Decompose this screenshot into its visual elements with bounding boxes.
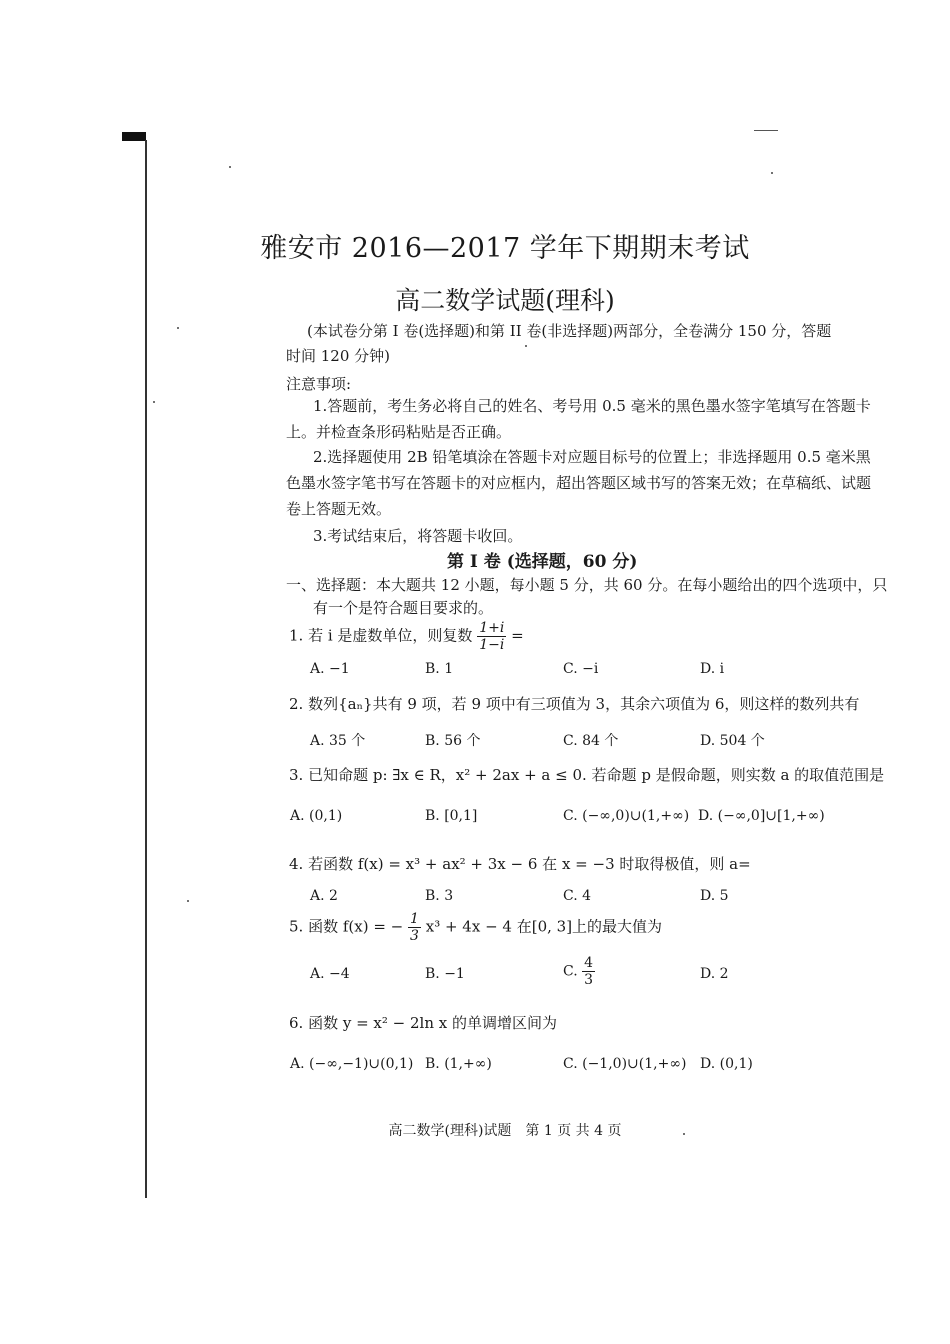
question-5-option-b: B. −1 bbox=[425, 966, 465, 982]
scan-speck bbox=[525, 345, 527, 347]
question-6-option-d: D. (0,1) bbox=[700, 1056, 753, 1072]
question-4-option-b: B. 3 bbox=[425, 888, 454, 904]
fraction-numerator: 4 bbox=[584, 955, 594, 971]
intro-line-2: 时间 120 分钟) bbox=[286, 347, 391, 365]
question-1-option-b: B. 1 bbox=[425, 661, 454, 677]
note-1-line-2: 上。并检查条形码粘贴是否正确。 bbox=[286, 423, 512, 441]
option-c-label: C. bbox=[563, 963, 578, 980]
fraction-denominator: 3 bbox=[584, 972, 594, 988]
question-3-option-b: B. [0,1] bbox=[425, 808, 478, 824]
intro-line-1: (本试卷分第 I 卷(选择题)和第 II 卷(非选择题)两部分，全卷满分 150 分，答题 bbox=[307, 322, 832, 340]
question-4-stem: 4. 若函数 f(x) = x³ + ax² + 3x − 6 在 x = −3 时取得极值，则 a= bbox=[289, 855, 751, 873]
question-3-option-d: D. (−∞,0]∪[1,+∞) bbox=[698, 808, 825, 824]
question-4-option-d: D. 5 bbox=[700, 888, 729, 904]
question-5-option-a: A. −4 bbox=[310, 966, 350, 982]
question-4-option-c: C. 4 bbox=[563, 888, 592, 904]
question-5-text: 5. 函数 f(x) = − bbox=[289, 917, 404, 936]
note-2-line-1: 2.选择题使用 2B 铅笔填涂在答题卡对应题目标号的位置上；非选择题用 0.5 毫米黑 bbox=[313, 448, 871, 466]
question-5-stem bbox=[289, 911, 662, 944]
fraction-denominator: 1−i bbox=[479, 637, 505, 653]
note-2-line-2: 色墨水签字笔书写在答题卡的对应框内，超出答题区域书写的答案无效；在草稿纸、试题 bbox=[286, 474, 872, 492]
question-6-option-a: A. (−∞,−1)∪(0,1) bbox=[290, 1056, 414, 1072]
question-5-text-rest: x³ + 4x − 4 在[0, 3]上的最大值为 bbox=[425, 917, 663, 936]
question-5-option-d: D. 2 bbox=[700, 966, 729, 982]
exam-subtitle: 高二数学试题(理科) bbox=[395, 286, 615, 315]
question-3-option-a: A. (0,1) bbox=[290, 808, 343, 824]
note-3: 3.考试结束后，将答题卡收回。 bbox=[313, 527, 523, 545]
question-5-option-c bbox=[563, 955, 595, 988]
question-2-stem: 2. 数列{aₙ}共有 9 项，若 9 项中有三项值为 3，其余六项值为 6，则这样的数列共有 bbox=[289, 695, 860, 713]
question-4-option-a: A. 2 bbox=[310, 888, 338, 904]
scan-speck bbox=[229, 166, 231, 168]
question-2-option-d: D. 504 个 bbox=[700, 733, 765, 749]
binding-bar-mark bbox=[122, 132, 146, 141]
question-1-option-c: C. −i bbox=[563, 661, 599, 677]
question-2-option-c: C. 84 个 bbox=[563, 733, 619, 749]
question-2-option-a: A. 35 个 bbox=[310, 733, 366, 749]
fraction-denominator: 3 bbox=[410, 928, 419, 944]
section-instruction-line-1: 一、选择题：本大题共 12 小题，每小题 5 分，共 60 分。在每小题给出的四个选项中，只 bbox=[286, 576, 888, 594]
question-1-option-d: D. i bbox=[700, 661, 725, 677]
question-1-stem bbox=[289, 620, 524, 653]
section-title: 第 I 卷 (选择题，60 分) bbox=[447, 552, 638, 572]
question-1-option-a: A. −1 bbox=[310, 661, 350, 677]
question-1-equals: = bbox=[511, 626, 524, 645]
fraction-numerator: 1 bbox=[410, 911, 419, 927]
question-2-option-b: B. 56 个 bbox=[425, 733, 481, 749]
note-1-line-1: 1.答题前，考生务必将自己的姓名、考号用 0.5 毫米的黑色墨水签字笔填写在答题卡 bbox=[313, 397, 871, 415]
question-1-text: 1. 若 i 是虚数单位，则复数 bbox=[289, 626, 473, 645]
question-3-stem: 3. 已知命题 p: ∃x ∈ R，x² + 2ax + a ≤ 0. 若命题 p 是假命题，则实数 a 的取值范围是 bbox=[289, 766, 885, 784]
scan-speck bbox=[187, 900, 189, 902]
question-1-fraction bbox=[477, 620, 506, 653]
note-2-line-3: 卷上答题无效。 bbox=[286, 500, 392, 518]
option-c-fraction bbox=[582, 955, 595, 988]
section-instruction-line-2: 有一个是符合题目要求的。 bbox=[313, 599, 494, 617]
question-3-option-c: C. (−∞,0)∪(1,+∞) bbox=[563, 808, 690, 824]
scan-speck bbox=[153, 401, 155, 403]
page-footer: 高二数学(理科)试题 第 1 页 共 4 页 bbox=[388, 1123, 622, 1139]
notes-heading: 注意事项: bbox=[286, 375, 352, 393]
fraction-numerator: 1+i bbox=[479, 620, 505, 636]
exam-title: 雅安市 2016—2017 学年下期期末考试 bbox=[260, 233, 750, 264]
scan-dash-mark bbox=[754, 130, 778, 131]
scan-speck bbox=[177, 327, 179, 329]
question-6-stem: 6. 函数 y = x² − 2ln x 的单调增区间为 bbox=[289, 1014, 558, 1032]
question-5-fraction bbox=[408, 911, 421, 944]
question-6-option-b: B. (1,+∞) bbox=[425, 1056, 492, 1072]
scan-speck bbox=[771, 172, 773, 174]
question-6-option-c: C. (−1,0)∪(1,+∞) bbox=[563, 1056, 687, 1072]
